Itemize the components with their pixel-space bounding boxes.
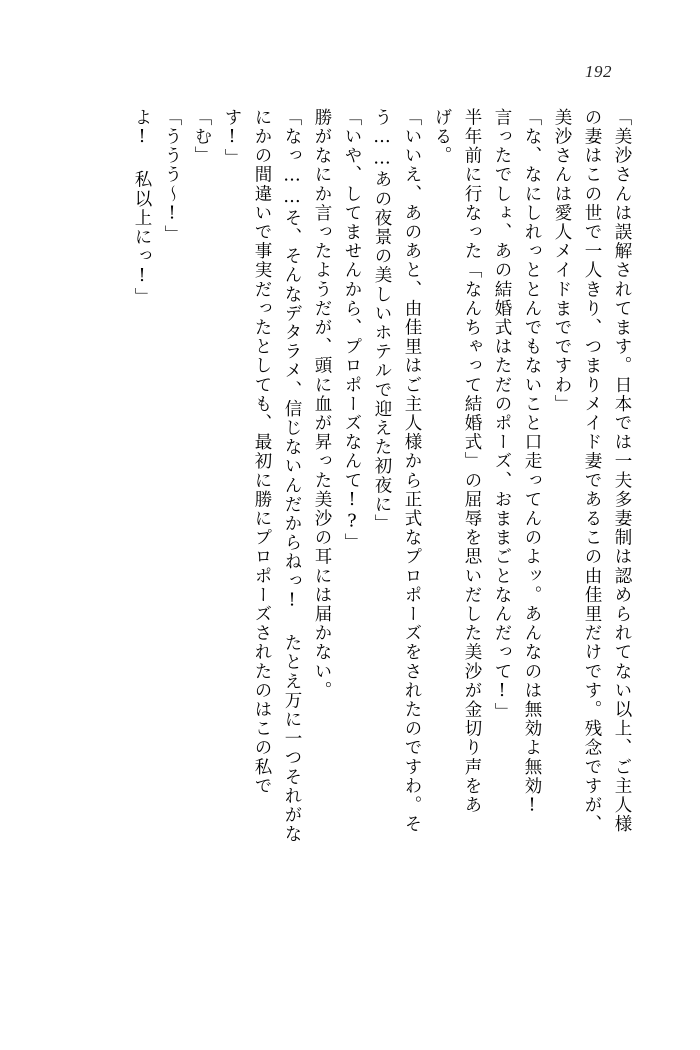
- text-line: 「美沙さんは誤解されてます。日本では一夫多妻制は認められてない以上、ご主人様: [612, 108, 632, 834]
- text-line: にかの間違いで事実だったとしても、最初に勝にプロポーズされたのはこの私で: [252, 108, 272, 796]
- text-line: 勝がなにか言ったようだが、頭に血が昇った美沙の耳には届かない。: [312, 108, 332, 701]
- text-line: う……あの夜景の美しいホテルで迎えた初夜に」: [372, 108, 392, 534]
- text-line: げる。: [432, 108, 452, 166]
- vertical-text-body: [62, 108, 630, 988]
- text-line: す!」: [222, 108, 242, 168]
- text-line: 「いや、してませんから、プロポーズなんて!?」: [342, 108, 362, 553]
- text-line: よ! 私以上にっ!」: [132, 108, 152, 307]
- text-line: 「ううう～!」: [162, 108, 182, 245]
- text-line: 半年前に行なった「なんちゃって結婚式」の屈辱を思いだした美沙が金切り声をあ: [462, 108, 482, 815]
- text-line: 「いいえ、あのあと、由佳里はご主人様から正式なプロポーズをされたのですわ。そ: [402, 108, 422, 834]
- text-line: 「な、なにしれっととんでもないこと口走ってんのよッ。あんなのは無効よ無効!: [522, 108, 542, 818]
- text-line: 美沙さんは愛人メイドまでですわ」: [552, 108, 572, 414]
- page-number: 192: [585, 62, 612, 81]
- text-line: 「む」: [192, 108, 212, 166]
- text-line: 「なっ……そ、そんなデタラメ、信じないんだからねっ! たとえ万に一つそれがな: [282, 108, 302, 844]
- text-line: の妻はこの世で一人きり、つまりメイド妻であるこの由佳里だけです。残念ですが、: [582, 108, 602, 834]
- text-line: 言ったでしょ、あの結婚式はただのポーズ、おままごとなんだって!」: [492, 108, 512, 722]
